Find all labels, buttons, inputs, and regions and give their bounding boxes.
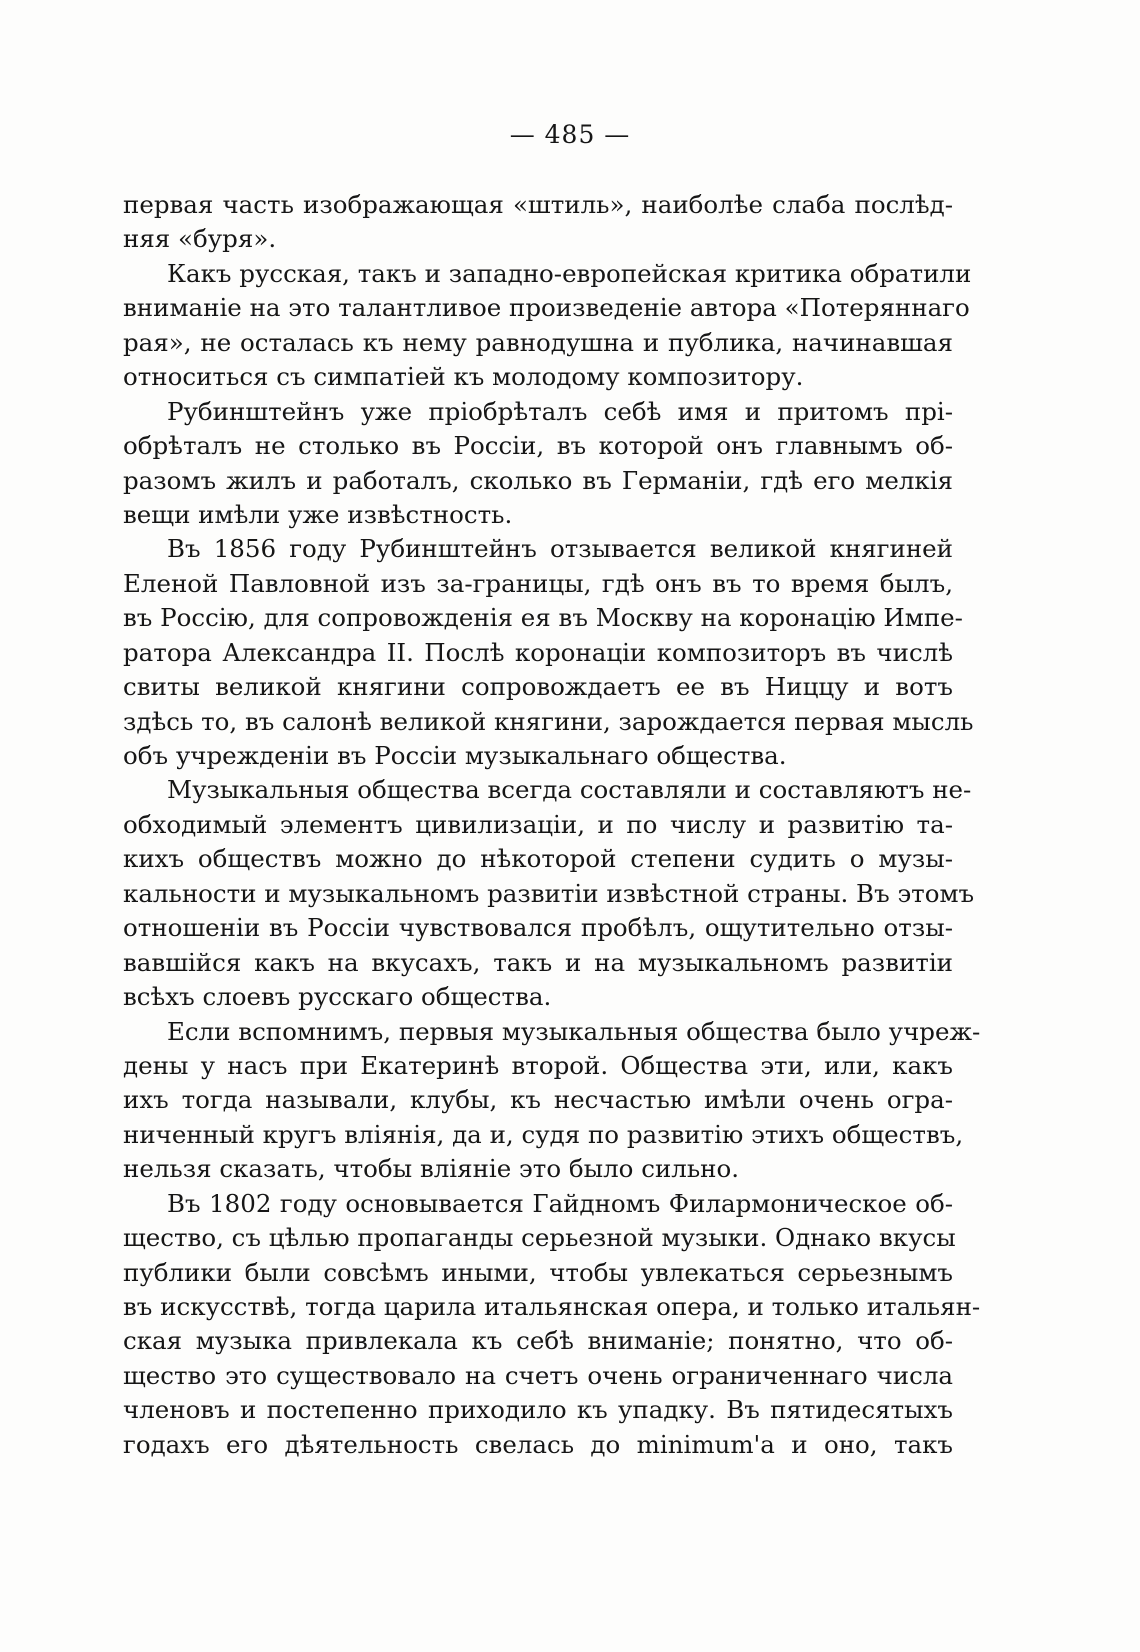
paragraph	[123, 1187, 981, 1463]
text-line: Еленой Павловной изъ за-границы, гдѣ онъ въ то время былъ,	[123, 568, 953, 598]
text-line: Какъ русская, такъ и западно-европейская критика обратили	[167, 258, 972, 288]
text-line: отношеніи въ Россіи чувствовался пробѣлъ, ощутительно отзы-	[123, 913, 953, 943]
text-line: относиться съ симпатіей къ молодому композитору.	[123, 362, 804, 392]
text-line: Въ 1856 году Рубинштейнъ отзывается великой княгиней	[167, 534, 953, 564]
text-line: кальности и музыкальномъ развитіи извѣстной страны. Въ этомъ	[123, 878, 975, 908]
text-line: няя «буря».	[123, 224, 277, 254]
text-line: первая часть изображающая «штиль», наиболѣе слаба послѣд-	[123, 190, 953, 219]
paragraph	[123, 257, 972, 395]
paragraph	[123, 773, 975, 1014]
text-line: Музыкальныя общества всегда составляли и составляютъ не-	[167, 775, 972, 805]
text-line: Если вспомнимъ, первыя музыкальныя общества было учреж-	[167, 1016, 981, 1046]
text-line: ская музыка привлекала къ себѣ вниманіе; понятно, что об-	[123, 1326, 953, 1356]
text-line: обходимый элементъ цивилизаціи, и по числу и развитію та-	[123, 809, 953, 839]
text-line: обрѣталъ не столько въ Россіи, въ которой онъ главнымъ об-	[123, 431, 953, 461]
text-line: нельзя сказать, чтобы вліяніе это было сильно.	[123, 1154, 740, 1184]
text-line: въ искусствѣ, тогда царила итальянская опера, и только итальян-	[123, 1292, 981, 1321]
text-line: всѣхъ слоевъ русскаго общества.	[123, 982, 552, 1012]
text-line: рая», не осталась къ нему равнодушна и публика, начинавшая	[123, 327, 953, 357]
text-line: щество это существовало на счетъ очень ограниченнаго числа	[123, 1360, 953, 1390]
text-line: Рубинштейнъ уже пріобрѣталъ себѣ имя и притомъ прі-	[167, 396, 953, 426]
text-line: вещи имѣли уже извѣстность.	[123, 499, 513, 529]
page-number: — 485 —	[509, 120, 631, 149]
text-line: свиты великой княгини сопровождаетъ ее въ Ниццу и вотъ	[123, 672, 953, 702]
text-line: публики были совсѣмъ иными, чтобы увлекаться серьезнымъ	[123, 1257, 953, 1287]
text-line: ратора Александра II. Послѣ коронаціи композиторъ въ числѣ	[123, 637, 953, 667]
text-line: въ Россію, для сопровожденія ея въ Москву на коронацію Импе-	[123, 603, 963, 633]
text-line: Въ 1802 году основывается Гайдномъ Филармоническое об-	[167, 1188, 953, 1218]
text-line: членовъ и постепенно приходило къ упадку. Въ пятидесятыхъ	[123, 1395, 953, 1425]
text-line: разомъ жилъ и работалъ, сколько въ Германіи, гдѣ его мелкія	[123, 465, 953, 495]
text-line: объ учрежденіи въ Россіи музыкальнаго общества.	[123, 741, 787, 770]
text-line: вниманіе на это талантливое произведеніе автора «Потеряннаго	[123, 293, 970, 323]
paragraph	[123, 188, 953, 257]
text-line: дены у насъ при Екатеринѣ второй. Общества эти, или, какъ	[123, 1050, 953, 1080]
text-line: вавшійся какъ на вкусахъ, такъ и на музыкальномъ развитіи	[123, 947, 953, 977]
text-line: годахъ его дѣятельность свелась до minimum'а и оно, такъ	[123, 1429, 953, 1459]
text-line: кихъ обществъ можно до нѣкоторой степени судить о музы-	[123, 844, 953, 874]
text-line: ниченный кругъ вліянія, да и, судя по развитію этихъ обществъ,	[123, 1119, 964, 1149]
paragraph	[123, 395, 953, 533]
text-line: здѣсь то, въ салонѣ великой княгини, зарождается первая мысль	[123, 706, 974, 736]
paragraph	[123, 532, 974, 773]
body-text	[123, 188, 981, 1462]
paragraph	[123, 1015, 981, 1187]
text-line: ихъ тогда называли, клубы, къ несчастью имѣли очень огра-	[123, 1085, 953, 1115]
text-line: щество, съ цѣлью пропаганды серьезной музыки. Однако вкусы	[123, 1223, 956, 1253]
